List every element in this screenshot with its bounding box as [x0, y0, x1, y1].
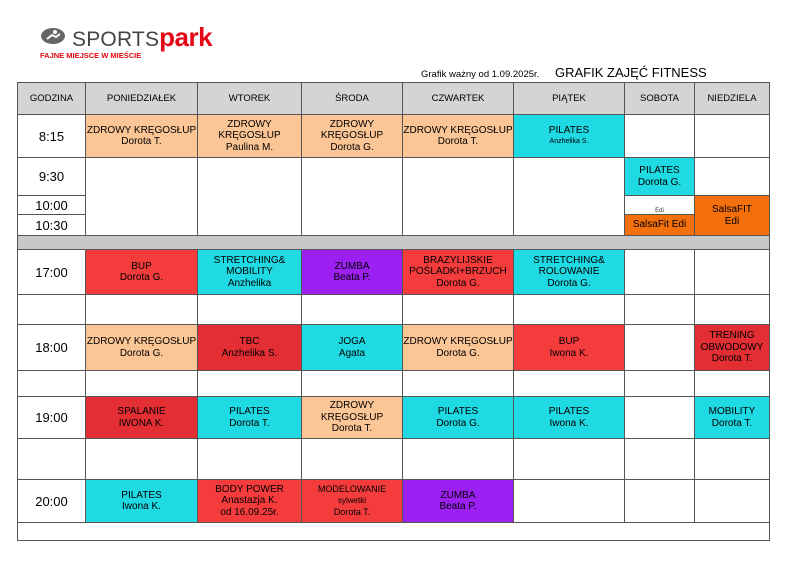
class-cell: BODY POWER Anastazja K. od 16.09.25r.: [198, 480, 302, 523]
empty-cell: [514, 480, 625, 523]
class-cell: ZDROWY KRĘGOSŁUP Dorota T.: [302, 397, 403, 439]
time-cell: 19:00: [18, 397, 86, 439]
class-cell: MOBILITY Dorota T.: [695, 397, 770, 439]
empty-cell: Edi: [625, 196, 695, 215]
empty-cell: [625, 397, 695, 439]
empty-cell: [625, 325, 695, 371]
col-header-tuesday: WTOREK: [198, 83, 302, 115]
col-header-thursday: CZWARTEK: [403, 83, 514, 115]
col-header-sunday: NIEDZIELA: [695, 83, 770, 115]
class-cell: BUP Dorota G.: [86, 250, 198, 295]
spacer-row: [18, 295, 770, 325]
empty-cell: [514, 158, 625, 236]
class-cell: SalsaFIT Edi: [695, 196, 770, 236]
class-cell: BRAZYLIJSKIE POŚLADKI+BRZUCH Dorota G.: [403, 250, 514, 295]
empty-cell: [302, 158, 403, 236]
time-cell: 9:30: [18, 158, 86, 196]
empty-cell: [625, 250, 695, 295]
spacer-row: [18, 439, 770, 480]
row-1800: [18, 325, 770, 371]
empty-cell: [625, 115, 695, 158]
col-header-hour: GODZINA: [18, 83, 86, 115]
class-cell: SPALANIE IWONA K.: [86, 397, 198, 439]
class-cell: ZUMBA Beata P.: [403, 480, 514, 523]
class-cell: ZDROWY KRĘGOSŁUP Dorota T.: [86, 115, 198, 158]
empty-cell: [695, 250, 770, 295]
empty-cell: [695, 480, 770, 523]
empty-cell: [403, 158, 514, 236]
brand-name: SPORTSpark: [72, 22, 213, 52]
class-cell: PILATES Dorota G.: [403, 397, 514, 439]
class-cell: ZDROWY KRĘGOSŁUP Dorota G.: [302, 115, 403, 158]
class-cell: TRENING OBWODOWY Dorota T.: [695, 325, 770, 371]
row-1900: [18, 397, 770, 439]
empty-cell: [695, 158, 770, 196]
class-cell: ZDROWY KRĘGOSŁUP Dorota G.: [403, 325, 514, 371]
sportspark-logo: [40, 24, 240, 58]
validity-note: Grafik ważny od 1.09.2025r.: [421, 69, 540, 80]
class-cell: ZDROWY KRĘGOSŁUP Dorota T.: [403, 115, 514, 158]
class-cell: PILATES Anzhelika S.: [514, 115, 625, 158]
time-cell: 20:00: [18, 480, 86, 523]
spacer-row: [18, 371, 770, 397]
row-2000: [18, 480, 770, 523]
time-cell: 17:00: [18, 250, 86, 295]
brand-tagline: FAJNE MIEJSCE W MIEŚCIE: [40, 51, 142, 60]
schedule-table: [17, 82, 770, 541]
time-cell: 8:15: [18, 115, 86, 158]
class-cell: ZDROWY KRĘGOSŁUP Dorota G.: [86, 325, 198, 371]
empty-cell: [86, 158, 198, 236]
class-cell: SalsaFit Edi: [625, 215, 695, 236]
class-cell: PILATES Iwona K.: [86, 480, 198, 523]
class-cell: ZDROWY KRĘGOSŁUP Paulina M.: [198, 115, 302, 158]
runner-icon: [40, 27, 70, 45]
time-cell: 10:00: [18, 196, 86, 215]
header-row: [18, 83, 770, 115]
row-1700: [18, 250, 770, 295]
class-cell: PILATES Dorota T.: [198, 397, 302, 439]
row-930: [18, 158, 770, 196]
class-cell: MODELOWANIE sylwetki Dorota T.: [302, 480, 403, 523]
empty-cell: [625, 480, 695, 523]
time-cell: 10:30: [18, 215, 86, 236]
class-cell: PILATES Iwona K.: [514, 397, 625, 439]
class-cell: JOGA Agata: [302, 325, 403, 371]
class-cell: STRETCHING& MOBILITY Anzhelika: [198, 250, 302, 295]
empty-cell: [695, 115, 770, 158]
class-cell: STRETCHING& ROLOWANIE Dorota G.: [514, 250, 625, 295]
row-815: [18, 115, 770, 158]
class-cell: BUP Iwona K.: [514, 325, 625, 371]
time-cell: 18:00: [18, 325, 86, 371]
class-cell: ZUMBA Beata P.: [302, 250, 403, 295]
col-header-saturday: SOBOTA: [625, 83, 695, 115]
separator: [18, 236, 770, 250]
class-cell: PILATES Dorota G.: [625, 158, 695, 196]
empty-cell: [198, 158, 302, 236]
col-header-monday: PONIEDZIAŁEK: [86, 83, 198, 115]
col-header-wednesday: ŚRODA: [302, 83, 403, 115]
col-header-friday: PIĄTEK: [514, 83, 625, 115]
separator-row: [18, 236, 770, 250]
class-cell: TBC Anzhelika S.: [198, 325, 302, 371]
spacer-row: [18, 523, 770, 541]
schedule-title: GRAFIK ZAJĘĆ FITNESS: [555, 65, 707, 80]
